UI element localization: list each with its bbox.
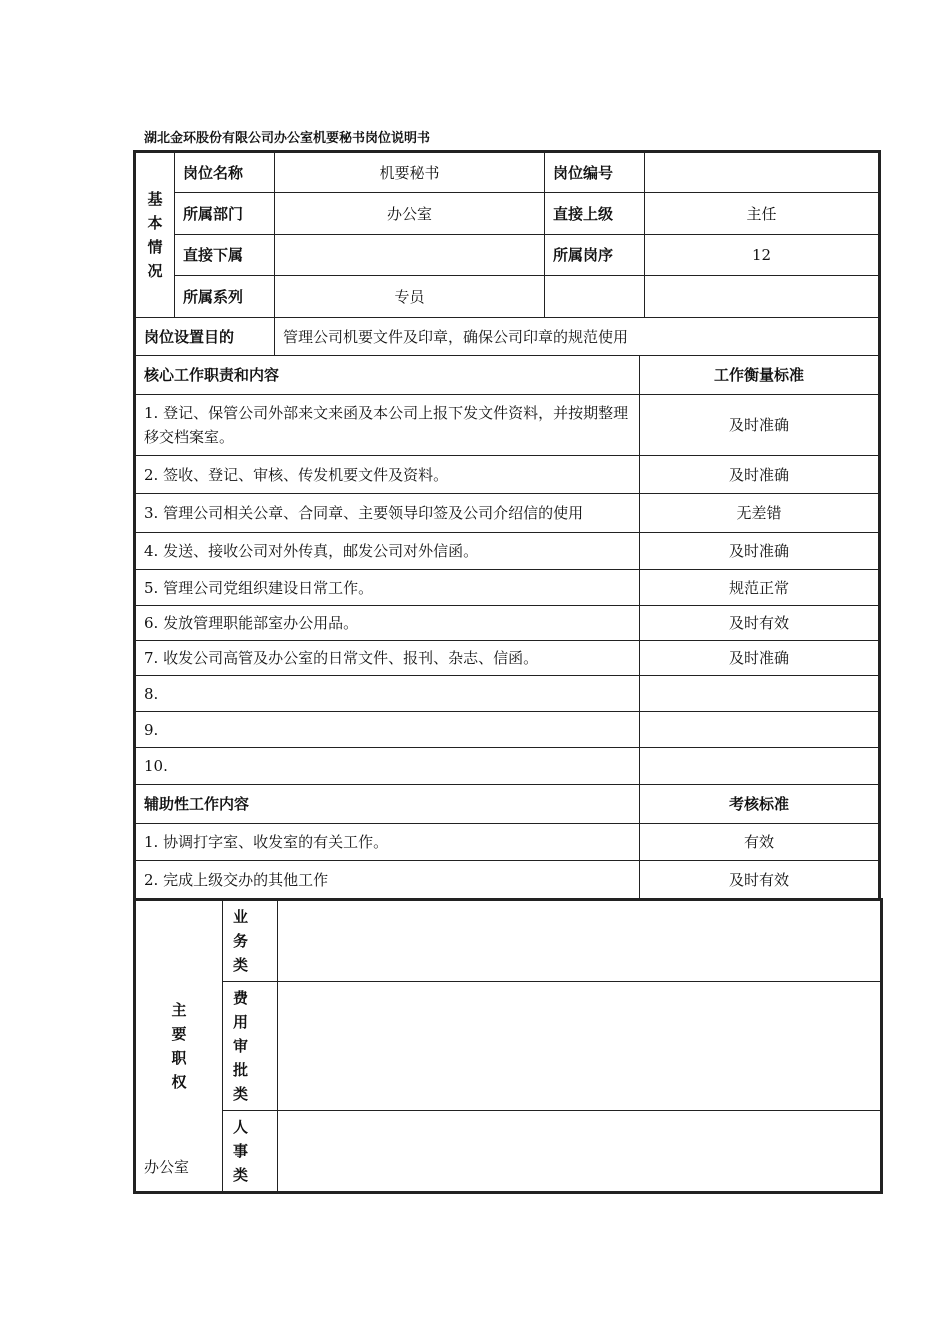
empty-cell (645, 276, 880, 318)
empty-cell (545, 276, 645, 318)
subordinate-value (275, 235, 545, 276)
document-title: 湖北金环股份有限公司办公室机要秘书岗位说明书 (144, 131, 431, 146)
subordinate-label: 直接下属 (175, 235, 275, 276)
core-standard: 及时有效 (640, 606, 880, 641)
core-duties-header: 核心工作职责和内容 (135, 356, 640, 395)
core-standard: 及时准确 (640, 456, 880, 494)
core-standard: 及时准确 (640, 533, 880, 570)
core-standard-header: 工作衡量标准 (640, 356, 880, 395)
purpose-text: 管理公司机要文件及印章，确保公司印章的规范使用 (275, 318, 880, 356)
core-duty-row: 4. 发送、接收公司对外传真，邮发公司对外信函。 (135, 533, 640, 570)
core-standard: 及时准确 (640, 395, 880, 456)
business-authority-value (278, 900, 882, 982)
sequence-label: 所属岗序 (545, 235, 645, 276)
expense-authority-label: 费用审批类 (223, 982, 278, 1111)
aux-standard-header: 考核标准 (640, 785, 880, 824)
core-standard (640, 676, 880, 712)
core-standard: 无差错 (640, 494, 880, 533)
position-name-value: 机要秘书 (275, 152, 545, 193)
core-duty-row: 3. 管理公司相关公章、合同章、主要领导印签及公司介绍信的使用 (135, 494, 640, 533)
position-no-value (645, 152, 880, 193)
series-label: 所属系列 (175, 276, 275, 318)
authority-table (133, 898, 883, 1194)
aux-duty-row: 2. 完成上级交办的其他工作 (135, 861, 640, 900)
business-authority-label: 业务类 (223, 900, 278, 982)
position-no-label: 岗位编号 (545, 152, 645, 193)
position-name-label: 岗位名称 (175, 152, 275, 193)
superior-value: 主任 (645, 193, 880, 235)
core-duty-row: 9. (135, 712, 640, 748)
core-standard: 规范正常 (640, 570, 880, 606)
core-duty-row: 8. (135, 676, 640, 712)
expense-authority-value (278, 982, 882, 1111)
basic-info-label: 基 本 情 况 (135, 152, 175, 318)
core-standard (640, 748, 880, 785)
dept-value: 办公室 (275, 193, 545, 235)
aux-standard: 及时有效 (640, 861, 880, 900)
core-duty-row: 1. 登记、保管公司外部来文来函及本公司上报下发文件资料，并按期整理移交档案室。 (135, 395, 640, 456)
core-standard: 及时准确 (640, 641, 880, 676)
core-duty-row: 7. 收发公司高管及办公室的日常文件、报刊、杂志、信函。 (135, 641, 640, 676)
core-duty-row: 6. 发放管理职能部室办公用品。 (135, 606, 640, 641)
aux-duty-row: 1. 协调打字室、收发室的有关工作。 (135, 824, 640, 861)
core-standard (640, 712, 880, 748)
footer-dept: 办公室 (144, 1158, 190, 1176)
superior-label: 直接上级 (545, 193, 645, 235)
purpose-label: 岗位设置目的 (135, 318, 275, 356)
core-duty-row: 5. 管理公司党组织建设日常工作。 (135, 570, 640, 606)
sequence-value: 12 (645, 235, 880, 276)
series-value: 专员 (275, 276, 545, 318)
hr-authority-label: 人事类 (223, 1111, 278, 1193)
aux-duties-header: 辅助性工作内容 (135, 785, 640, 824)
authority-label: 主 要 职 权 (135, 900, 223, 1193)
aux-standard: 有效 (640, 824, 880, 861)
core-duty-row: 2. 签收、登记、审核、传发机要文件及资料。 (135, 456, 640, 494)
core-duty-row: 10. (135, 748, 640, 785)
dept-label: 所属部门 (175, 193, 275, 235)
job-description-table (133, 150, 881, 901)
hr-authority-value (278, 1111, 882, 1193)
